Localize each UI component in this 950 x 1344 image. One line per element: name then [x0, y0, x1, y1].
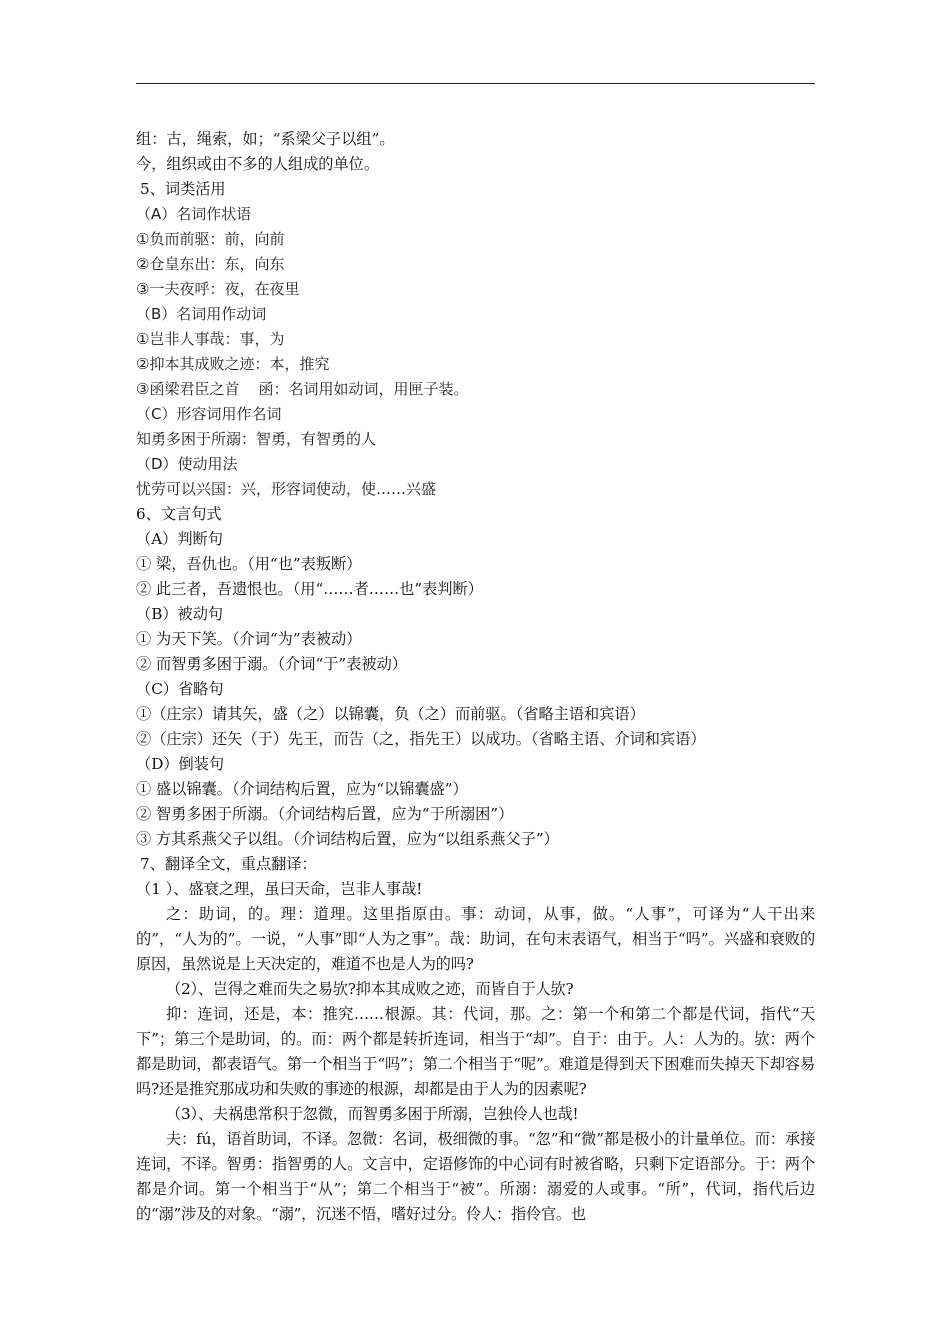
text-line: ② 此三者，吾遗恨也。（用“……者……也”表判断）: [136, 580, 483, 598]
subsection-heading: （C）形容词用作名词: [136, 405, 282, 423]
question-line: （2）、岂得之难而失之易欤?抑本其成败之迹，而皆自于人欤?: [166, 980, 574, 998]
text-line: 知勇多困于所溺：智勇，有智勇的人: [136, 430, 377, 448]
text-line: ③一夫夜呼：夜，在夜里: [136, 280, 300, 298]
text-line: ② 而智勇多困于溺。（介词“于”表被动）: [136, 655, 407, 673]
text-line: ①（庄宗）请其矢，盛（之）以锦囊，负（之）而前驱。（省略主语和宾语）: [136, 705, 645, 723]
text-line: ①岂非人事哉：事，为: [136, 330, 285, 348]
text-line: ③函梁君臣之首 函：名词用如动词，用匣子装。: [136, 380, 469, 398]
text-line: （1 ）、盛衰之理，虽曰天命，岂非人事哉!: [136, 880, 423, 898]
text-line: ②仓皇东出：东，向东: [136, 255, 285, 273]
text-line: 今，组织或由不多的人组成的单位。: [136, 155, 379, 173]
subsection-heading: （D）使动用法: [136, 455, 238, 473]
text-line: ① 盛以锦囊。（介词结构后置，应为“以锦囊盛”）: [136, 780, 468, 798]
text-line: 组：古，绳索，如；“系梁父子以组”。: [136, 130, 395, 148]
subsection-heading: （A）判断句: [136, 530, 223, 548]
explanation-paragraph: 抑：连词，还是，本：推究……根源。其：代词，那。之：第一个和第二个都是代词，指代“天下”；第三个是助词，的。而：两个都是转折连词，相当于“却”。自于：由于。人：人为的。欤：两个都是助词，都表语气。第一个相当于“吗”；第二个相当于“呢”。难道是得到天下困难而失掉天下却容易吗?还是推究那成功和失败的事迹的根源，却都是由于人为的因素呢?: [136, 1005, 815, 1098]
text-line: ①负而前驱：前，向前: [136, 230, 285, 248]
explanation-paragraph: 之：助词，的。理：道理。这里指原由。事：动词，从事，做。“人事”，可译为“人干出来的”，“人为的”。一说，“人事”即“人为之事”。哉：助词，在句末表语气，相当于“吗”。兴盛和衰败的原因，虽然说是上天决定的，难道不也是人为的吗?: [136, 905, 815, 973]
text-line: ② 智勇多困于所溺。（介词结构后置，应为“于所溺困”）: [136, 805, 514, 823]
text-line: 忧劳可以兴国：兴，形容词使动，使……兴盛: [136, 480, 437, 498]
question-line: （3）、夫祸患常积于忽微，而智勇多困于所溺，岂独伶人也哉!: [166, 1105, 579, 1123]
text-line: ① 为天下笑。（介词“为”表被动）: [136, 630, 362, 648]
section-heading: 7、翻译全文，重点翻译：: [140, 855, 317, 873]
subsection-heading: （B）被动句: [136, 605, 224, 623]
section-heading: 6、文言句式: [136, 505, 222, 523]
subsection-heading: （D）倒装句: [136, 755, 225, 773]
text-line: ③ 方其系燕父子以组。（介词结构后置，应为“以组系燕父子”）: [136, 830, 559, 848]
subsection-heading: （B）名词用作动词: [136, 305, 267, 323]
text-line: ②（庄宗）还矢（于）先王，而告（之，指先王）以成功。（省略主语、介词和宾语）: [136, 730, 706, 748]
text-line: ②抑本其成败之迹：本，推究: [136, 355, 330, 373]
document-body: [136, 127, 815, 1227]
section-heading: 5、词类活用: [140, 180, 226, 198]
header-rule: [136, 83, 815, 84]
subsection-heading: （C）省略句: [136, 680, 224, 698]
subsection-heading: （A）名词作状语: [136, 205, 252, 223]
explanation-paragraph: 夫：fú，语首助词，不译。忽微：名词，极细微的事。“忽”和“微”都是极小的计量单位。而：承接连词，不译。智勇：指智勇的人。文言中，定语修饰的中心词有时被省略，只剩下定语部分。于：两个都是介词。第一个相当于“从”；第二个相当于“被”。所溺：溺爱的人或事。“所”，代词，指代后边的“溺”涉及的对象。“溺”，沉迷不悟，嗜好过分。伶人：指伶官。也: [136, 1130, 815, 1223]
text-line: ① 梁，吾仇也。（用“也”表叛断）: [136, 555, 362, 573]
